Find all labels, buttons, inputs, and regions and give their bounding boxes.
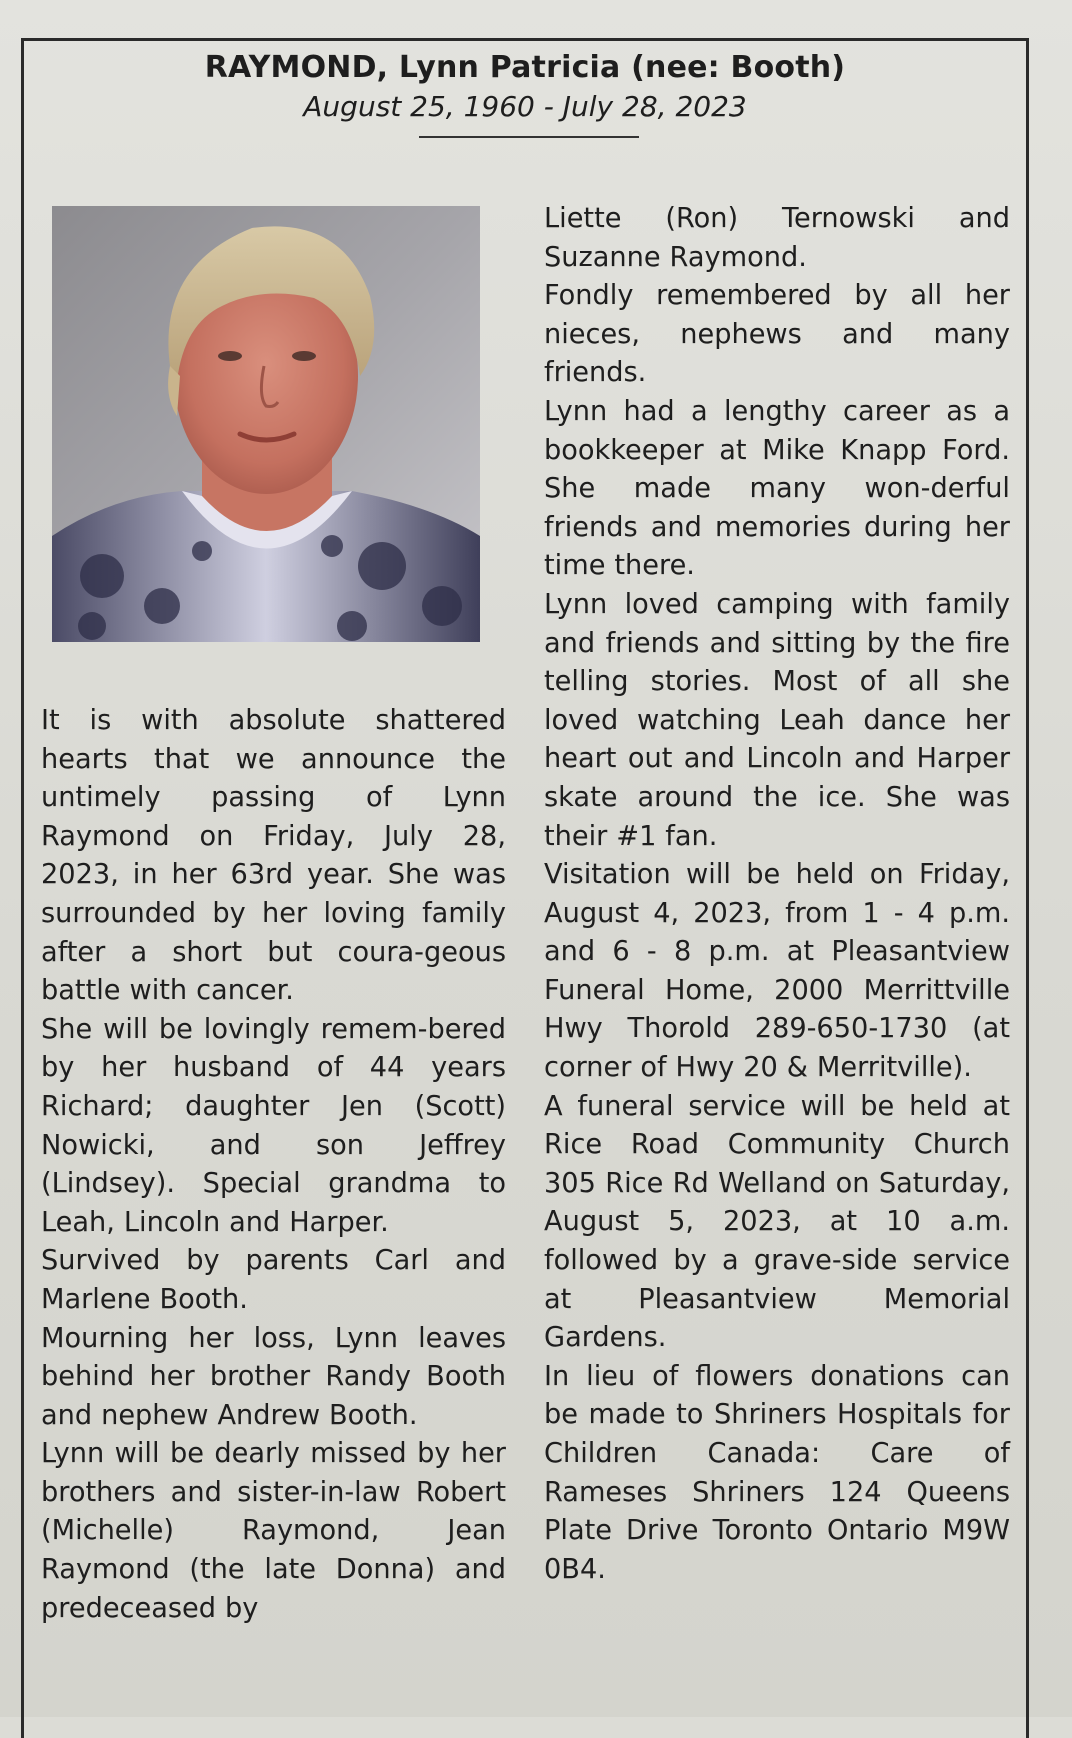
hobbies-paragraph: Lynn loved camping with family and friends and sitting by the fire telling stories. Most of all she loved watching Leah dance her heart out and Lincoln and Harper skate around the ice. She was their #1 fan. bbox=[544, 588, 1010, 852]
family-paragraph: She will be lovingly remem-bered by her husband of 44 years Richard; daughter Jen (Scott) Nowicki, and son Jeffrey (Lindsey). Special grandma to Leah, Lincoln and Harper. bbox=[41, 1013, 506, 1238]
visitation-paragraph: Visitation will be held on Friday, August 4, 2023, from 1 - 4 p.m. and 6 - 8 p.m. at Pleasantview Funeral Home, 2000 Merrittville Hwy Thorold 289-650-1730 (at corner of Hwy 20 & Merritville). bbox=[544, 859, 1010, 1084]
friends-paragraph: Fondly remembered by all her nieces, nephews and many friends. bbox=[544, 280, 1010, 389]
header-divider bbox=[419, 136, 639, 138]
announcement-paragraph: It is with absolute shattered hearts that we announce the untimely passing of Lynn Raymond on Friday, July 28, 2023, in her 63rd year. She was surrounded by her loving family after a short but coura-geous battle with cancer. bbox=[41, 705, 506, 1007]
obituary-column-left bbox=[41, 702, 506, 1628]
obituary-dates: August 25, 1960 - July 28, 2023 bbox=[303, 90, 747, 123]
portrait-photo bbox=[52, 206, 480, 642]
obituary-name: RAYMOND, Lynn Patricia (nee: Booth) bbox=[204, 50, 846, 85]
donations-paragraph: In lieu of flowers donations can be made to Shriners Hospitals for Children Canada: Care of Rameses Shriners 124 Queens Plate Drive Toronto Ontario M9W 0B4. bbox=[544, 1360, 1010, 1585]
siblings-continued-paragraph: Liette (Ron) Ternowski and Suzanne Raymond. bbox=[544, 203, 1010, 273]
siblings-paragraph: Lynn will be dearly missed by her brothers and sister-in-law Robert (Michelle) Raymond, Jean Raymond (the late Donna) and predeceased by bbox=[41, 1438, 506, 1624]
funeral-service-paragraph: A funeral service will be held at Rice Road Community Church 305 Rice Rd Welland on Saturday, August 5, 2023, at 10 a.m. followed by a grave-side service at Pleasantview Memorial Gardens. bbox=[544, 1090, 1010, 1354]
career-paragraph: Lynn had a lengthy career as a bookkeeper at Mike Knapp Ford. She made many won-derful friends and memories during her time there. bbox=[544, 395, 1010, 582]
parents-paragraph: Survived by parents Carl and Marlene Booth. bbox=[41, 1245, 506, 1315]
brother-paragraph: Mourning her loss, Lynn leaves behind her brother Randy Booth and nephew Andrew Booth. bbox=[41, 1322, 506, 1431]
obituary-column-right bbox=[544, 200, 1010, 1589]
